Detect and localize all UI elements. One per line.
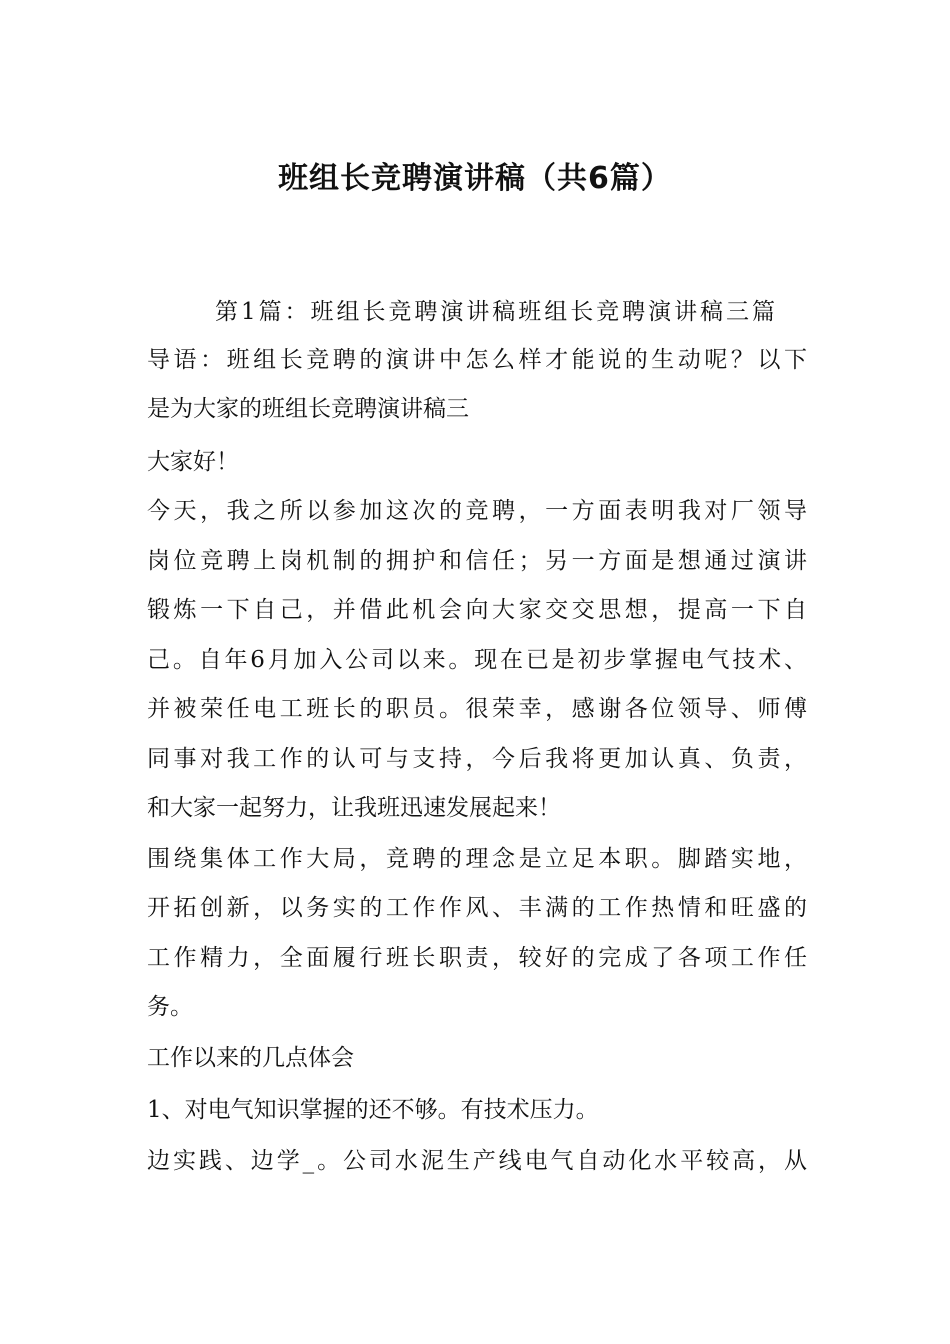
paragraph-line: 边实践、边学_。公司水泥生产线电气自动化水平较高，从 <box>147 1148 807 1174</box>
paragraph-line: 锻炼一下自己，并借此机会向大家交交思想，提高一下自 <box>147 597 807 623</box>
paragraph-line: 导语：班组长竞聘的演讲中怎么样才能说的生动呢？以下 <box>147 347 807 373</box>
paragraph-line: 岗位竞聘上岗机制的拥护和信任；另一方面是想通过演讲 <box>147 548 807 574</box>
paragraph-line: 和大家一起努力，让我班迅速发展起来！ <box>147 795 561 821</box>
paragraph-line: 工作精力，全面履行班长职责，较好的完成了各项工作任 <box>147 945 807 971</box>
paragraph-line: 同事对我工作的认可与支持，今后我将更加认真、负责， <box>147 746 807 772</box>
paragraph-line: 今天，我之所以参加这次的竞聘，一方面表明我对厂领导 <box>147 498 807 524</box>
paragraph-line: 围绕集体工作大局，竞聘的理念是立足本职。脚踏实地， <box>147 846 807 872</box>
paragraph-line: 务。 <box>147 994 193 1020</box>
paragraph-line: 1、对电气知识掌握的还不够。有技术压力。 <box>147 1097 599 1123</box>
paragraph-line: 是为大家的班组长竞聘演讲稿三 <box>147 396 469 422</box>
paragraph-line: 己。自年6月加入公司以来。现在已是初步掌握电气技术、 <box>147 647 807 673</box>
paragraph-line: 工作以来的几点体会 <box>147 1045 354 1071</box>
paragraph-line: 大家好！ <box>147 449 239 475</box>
document-title: 班组长竞聘演讲稿（共6篇） <box>278 161 672 196</box>
paragraph-line: 开拓创新，以务实的工作作风、丰满的工作热情和旺盛的 <box>147 895 807 921</box>
paragraph-line: 并被荣任电工班长的职员。很荣幸，感谢各位领导、师傅 <box>147 696 807 722</box>
paragraph-line: 第1篇：班组长竞聘演讲稿班组长竞聘演讲稿三篇 <box>215 299 775 325</box>
